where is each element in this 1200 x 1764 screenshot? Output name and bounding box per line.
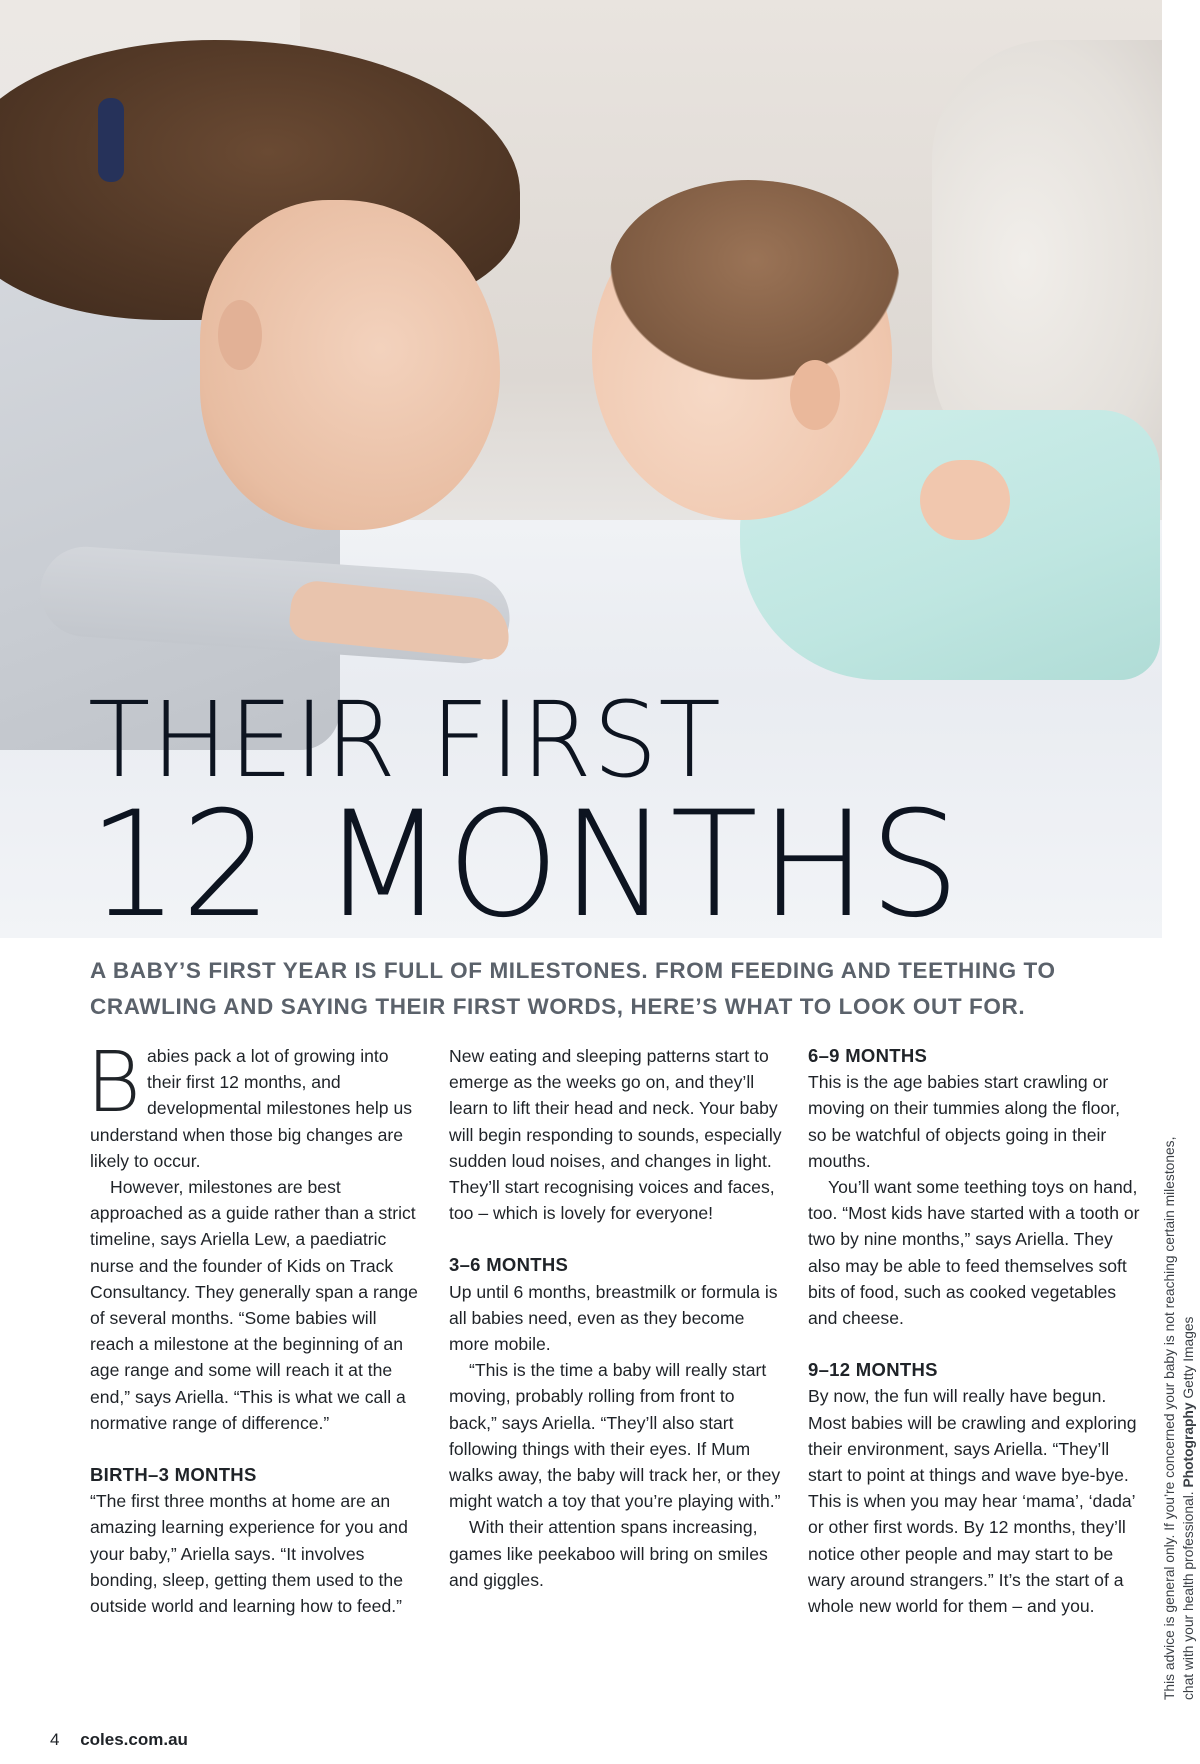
page-footer — [50, 1730, 188, 1750]
intro-text: abies pack a lot of growing into their first 12 months, and developmental milestones help us understand when those big changes are likely to occur. — [90, 1046, 413, 1171]
photo-credit-label: Photography — [1181, 1402, 1196, 1488]
paragraph: Up until 6 months, breastmilk or formula is all babies need, even as they become more mobile. — [449, 1281, 778, 1355]
section-heading: 6–9 MONTHS — [808, 1045, 928, 1066]
mother-ear — [218, 300, 262, 370]
sidebar-disclaimer — [1160, 1000, 1198, 1700]
paragraph: You’ll want some teething toys on hand, too. “Most kids have started with a tooth or two by nine months,” says Ariella. They also may be able to feed themselves soft bits of food, such as cooked vegetables and cheese. — [808, 1177, 1140, 1329]
standfirst: A BABY’S FIRST YEAR IS FULL OF MILESTONES. FROM FEEDING AND TEETHING TO CRAWLING AND SAYING THEIR FIRST WORDS, HERE’S WHAT TO LOOK OUT FOR. — [90, 958, 1056, 1019]
column-2 — [449, 1043, 783, 1593]
paragraph: However, milestones are best approached as a guide rather than a strict timeline, says Ariella Lew, a paediatric nurse and the founder of Kids on Track Consultancy. They generally span a range of several months. “Some babies will reach a milestone at the beginning of an age range and some will reach it at the end,” says Ariella. “This is what we call a normative range of difference.” — [90, 1177, 418, 1433]
paragraph: New eating and sleeping patterns start to emerge as the weeks go on, and they’ll learn to lift their head and neck. Your baby will begin responding to sounds, especially sudden loud noises, and changes in light. They’ll start recognising voices and faces, too – which is lovely for everyone! — [449, 1046, 782, 1224]
column-1 — [86, 1033, 424, 1619]
hair-tie — [98, 98, 124, 182]
section-heading: 9–12 MONTHS — [808, 1359, 938, 1381]
intro-paragraph — [86, 1033, 424, 1174]
paragraph: “This is the time a baby will really start moving, probably rolling from front to back,” says Ariella. “They’ll also start following things with their eyes. If Mum walks away, the baby will track her, or they might watch a toy that you’re playing with.” — [449, 1360, 781, 1512]
section-heading: BIRTH–3 MONTHS — [90, 1464, 257, 1486]
drop-cap: B — [86, 1033, 142, 1131]
column-3 — [808, 1043, 1142, 1619]
paragraph: By now, the fun will really have begun. Most babies will be crawling and exploring their environment, says Ariella. “They’ll start to point at things and wave bye-bye. This is when you may hear ‘mama’, ‘dada’ or other first words. By 12 months, they’ll notice other people and may start to be wary around strangers.” It’s the start of a whole new world for them – and you. — [808, 1386, 1137, 1617]
paragraph: This is the age babies start crawling or moving on their tummies along the floor, so be watchful of objects going in their mouths. — [808, 1072, 1120, 1171]
baby-ear — [790, 360, 840, 430]
paragraph: With their attention spans increasing, games like peekaboo will bring on smiles and giggles. — [449, 1517, 768, 1590]
title-line-2: 12 MONTHS — [88, 780, 963, 950]
disclaimer-text: chat with your health professional. — [1181, 1491, 1196, 1700]
title-line-1: THEIR FIRST — [88, 679, 722, 801]
page-number: 4 — [50, 1730, 60, 1749]
website-link[interactable]: coles.com.au — [80, 1730, 188, 1749]
article-title — [88, 679, 980, 950]
paragraph: “The first three months at home are an amazing learning experience for you and your baby,” Ariella says. “It involves bonding, sleep, getting them used to the outside world and learning how to feed.” — [90, 1491, 408, 1617]
disclaimer-line-2 — [1179, 1000, 1198, 1700]
section-heading: 3–6 MONTHS — [449, 1254, 569, 1276]
photo-credit-value: Getty Images — [1181, 1316, 1196, 1399]
baby-hand — [920, 460, 1010, 540]
disclaimer-line-1: This advice is general only. If you’re concerned your baby is not reaching certain milestones, — [1162, 1136, 1177, 1700]
